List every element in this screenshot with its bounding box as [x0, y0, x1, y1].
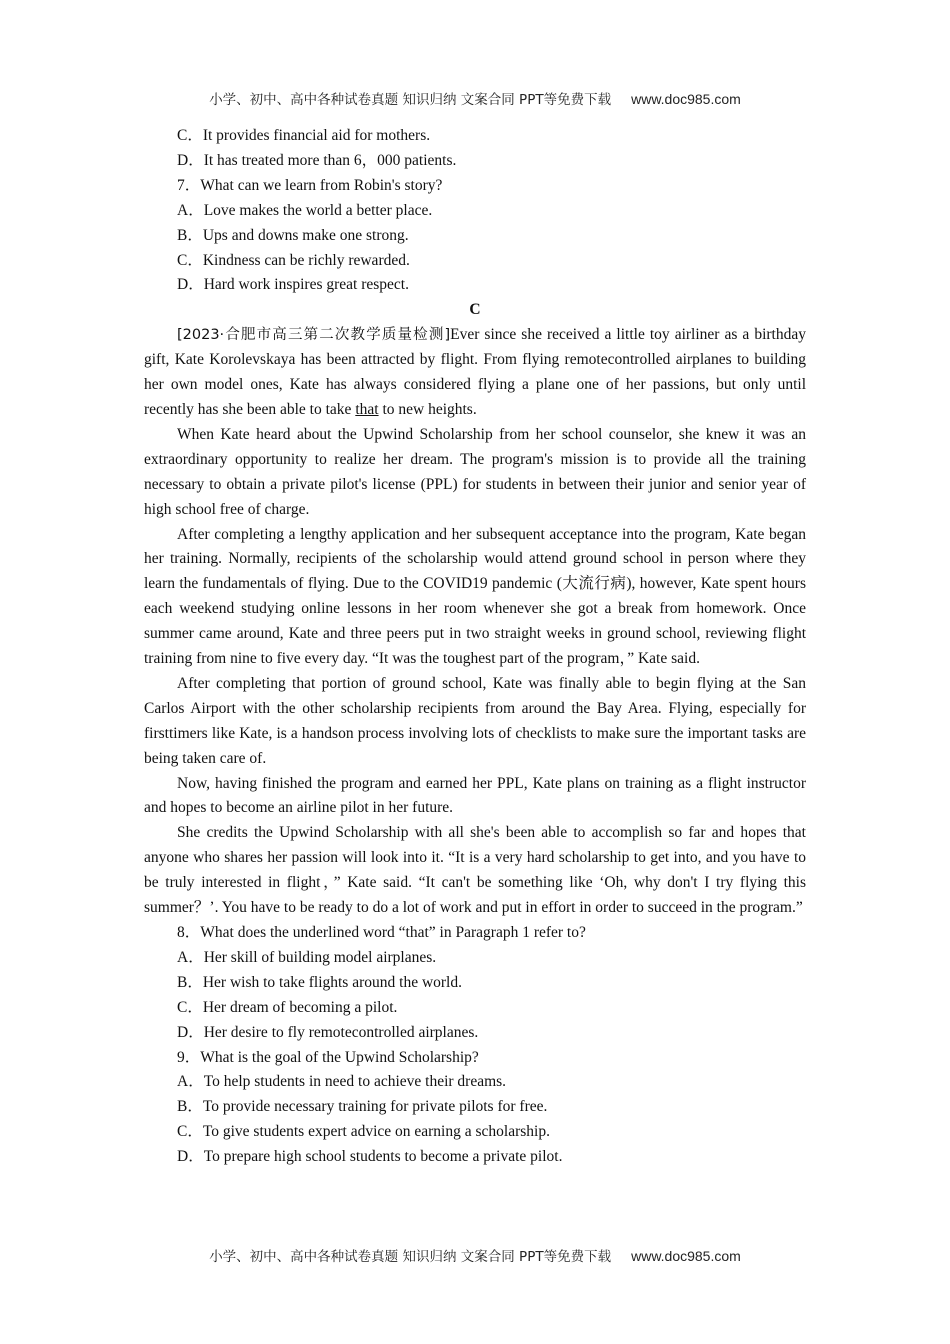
option-d: D．To prepare high school students to become a private pilot.: [177, 1148, 563, 1166]
option-d: D．Hard work inspires great respect.: [177, 276, 409, 294]
paragraph-1-end: to new heights.: [378, 400, 477, 418]
option-a: A．To help students in need to achieve their dreams.: [177, 1073, 507, 1091]
option-d: D．Her desire to fly remotecontrolled airplanes.: [177, 1023, 479, 1041]
footer-text: 小学、初中、高中各种试卷真题 知识归纳 文案合同 PPT等免费下载: [209, 1249, 612, 1265]
paragraph-5: Now, having finished the program and earned her PPL, Kate plans on training as a flight instructor and hopes to become an airline pilot in her future.: [144, 774, 806, 817]
page-header: [0, 88, 950, 108]
underlined-word: that: [355, 400, 379, 418]
option-d: D．It has treated more than 6，000 patients.: [177, 151, 457, 169]
paragraph-3: After completing a lengthy application and her subsequent acceptance into the program, Kate began her training. Normally, recipients of the scholarship would attend ground school in person where they learn the fundamentals of flying. Due to the COVID19 pandemic (大流行病), however, Kate spent hours each weekend studying online lessons in her room whenever she got a break from homework. Once summer came around, Kate and three peers put in two straight weeks in ground school, reviewing flight training from nine to five every day. “It was the toughest part of the program，” Kate said.: [144, 525, 806, 668]
option-c: C．Kindness can be richly rewarded.: [177, 251, 410, 269]
question-7: [144, 174, 806, 299]
question-stem: 7．What can we learn from Robin's story?: [177, 176, 443, 194]
previous-question-options: [144, 124, 806, 174]
option-c: C．It provides financial aid for mothers.: [177, 127, 431, 144]
header-site-link[interactable]: www.doc985.com: [631, 91, 741, 107]
paragraph-2: When Kate heard about the Upwind Scholarship from her school counselor, she knew it was an extraordinary opportunity to realize her dream. The program's mission is to provide all the training necessary to obtain a private pilot's license (PPL) for students in between their junior and senior year of high school free of charge.: [144, 425, 806, 518]
header-text: 小学、初中、高中各种试卷真题 知识归纳 文案合同 PPT等免费下载: [209, 92, 612, 108]
paragraph-6: She credits the Upwind Scholarship with all she's been able to accomplish so far and hopes that anyone who shares her passion will look into it. “It is a very hard scholarship to get into, and you have to be truly interested in flight，” Kate said. “It can't be something like ‘Oh, why don't I try flying this summer？’. You have to be ready to do a lot of work and put in effort in order to succeed in the program.”: [144, 824, 806, 917]
section-heading: C: [469, 301, 481, 319]
question-8: [144, 921, 806, 1046]
option-b: B．Her wish to take flights around the world.: [177, 973, 462, 991]
option-a: A．Her skill of building model airplanes.: [177, 948, 437, 966]
question-9: [144, 1046, 806, 1171]
page-footer: [0, 1245, 950, 1265]
question-stem: 8．What does the underlined word “that” in Paragraph 1 refer to?: [177, 924, 586, 941]
question-stem: 9．What is the goal of the Upwind Scholarship?: [177, 1048, 479, 1066]
option-b: B．Ups and downs make one strong.: [177, 226, 409, 244]
reading-passage: [144, 323, 806, 921]
paragraph-1-text: Ever since she received a little toy airliner as a birthday gift, Kate Korolevskaya has been attracted by flight. From flying remotecontrolled airplanes to building her own model ones, Kate has always considered flying a plane one of her passions, but only until recently has she been able to take: [144, 326, 806, 418]
content-area: [144, 124, 806, 1170]
option-c: C．Her dream of becoming a pilot.: [177, 998, 398, 1016]
option-c: C．To give students expert advice on earning a scholarship.: [177, 1123, 550, 1141]
option-a: A．Love makes the world a better place.: [177, 201, 433, 219]
footer-site-link[interactable]: www.doc985.com: [631, 1248, 741, 1264]
passage-source: [2023·合肥市高三第二次教学质量检测]: [177, 327, 451, 344]
option-b: B．To provide necessary training for private pilots for free.: [177, 1098, 548, 1116]
paragraph-4: After completing that portion of ground school, Kate was finally able to begin flying at the San Carlos Airport with the other scholarship recipients from around the Bay Area. Flying, especially for firsttimers like Kate, is a handson process involving lots of checklists to make sure the important tasks are being taken care of.: [144, 674, 806, 767]
paragraph-1: [144, 323, 806, 423]
